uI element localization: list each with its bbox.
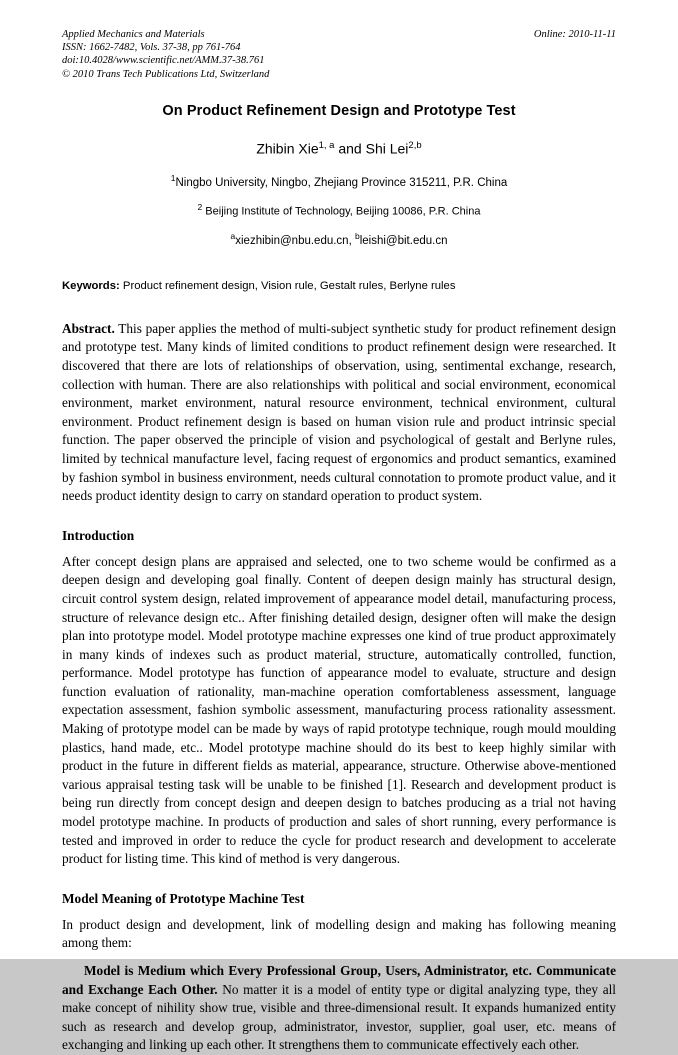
author-emails [62,228,616,250]
model-meaning-rest: No matter it is a model of entity type or digital analyzing type, they all make concept of nihility show true, visible and three-dimensional result. It expands humanized entity such as research and develop group, administrator, investor, supplier, goal user, etc. means of exchanging and linking up each other. It strengthens them to communicate effectively each other. [62,981,616,1053]
author-1-name: Zhibin Xie [256,140,319,157]
introduction-paragraph-1: After concept design plans are appraised and selected, one to two scheme would be confirmed as a deepen design and developing goal finally. Content of deepen design mainly has structural design, circuit control system design, related improvement of appearance model detail, manufacturing process, structure of relevance design etc.. After finishing detailed design, designer often will make the design plan into prototype model. Model prototype machine expresses one kind of true product approximately in many kinds of indexes such as product material, structure, automatically controlled, function, performance. Model prototype has function of appearance model to evaluate, structure and design function evaluation of rationality, man-machine operation comfortableness assessment, language expectation assessment, fashion symbolic assessment, manufacturing process rationality assessment. Making of prototype model can be made by ways of rapid prototype technique, rough mould moulding plastics, hand made, etc.. Model prototype machine should do its best to keep highly similar with product in the future in different fields as material, appearance, structure. Otherwise above-mentioned various appraisal testing task will be unable to be finished [1]. Research and development product is being run directly from concept design and deepen design to batches producing as a trial not having model prototype machine. In products of production and sales of short running, every performance is tested and improved in order to reduce the cycle for product research and development to accelerate product for listing time. This kind of method is very dangerous. [62,553,616,867]
keywords-label: Keywords: [62,279,120,292]
email-a[interactable]: xiezhibin@nbu.edu.cn, [235,234,355,247]
keywords-block [62,278,616,294]
doi-line: doi:10.4028/www.scientific.net/AMM.37-38.761 [62,55,265,67]
author-conjunction: and [334,140,366,157]
online-date: Online: 2010-11-11 [533,29,616,40]
model-meaning-paragraph-2 [62,962,616,1055]
author-1-sup: 1, a [318,139,335,151]
keywords-text: Product refinement design, Vision rule, Gestalt rules, Berlyne rules [119,279,456,292]
affiliation-2 [62,199,616,221]
affiliation-1-text: Ningbo University, Ningbo, Zhejiang Province 315211, P.R. China [175,177,508,190]
model-meaning-bold-lead: Model is Medium which Every Professional Group, Users, Administrator, etc. Communicate and Exchange Each Other. [62,963,616,997]
author-2-name: Shi Lei [365,140,409,157]
section-heading-introduction: Introduction [62,527,135,543]
issn-line: ISSN: 1662-7482, Vols. 37-38, pp 761-764 [62,42,241,54]
abstract-text: This paper applies the method of multi-subject synthetic study for product refinement design and prototype test. Many kinds of limited conditions to product refinement design were researched. It discovered that there are lots of relationships of observation, using, sentimental exchange, research, collection with human. There are also relationships with political and social environment, economical environment, market environment, natural resource environment, technical environment, cultural environment. Product refinement design is based on human vision rule and product intrinsic special function. The paper observed the principle of vision and psychological of gestalt and Berlyne rules, limited by technical manufacture level, facing request of ergonomics and product semantics, examined by fashion symbol in business environment, needs cultural connotation to promote product value, and it needs product identity design to carry on standard operation to product system. [62,320,616,504]
email-b[interactable]: leishi@bit.edu.cn [359,234,448,247]
author-list [62,140,616,157]
email-a-sup: a [230,230,236,241]
paper-title: On Product Refinement Design and Prototype Test [162,102,516,119]
email-b-sup: b [354,230,360,241]
model-meaning-paragraph-1: In product design and development, link of modelling design and making has following meaning among them: [62,916,616,951]
section-heading-model-meaning: Model Meaning of Prototype Machine Test [62,890,305,906]
affiliation-2-text: Beijing Institute of Technology, Beijing 10086, P.R. China [202,205,481,218]
affiliation-2-sup: 2 [197,202,203,213]
abstract-label: Abstract. [62,320,115,336]
page-header [62,28,616,81]
affiliation-1 [62,170,616,192]
affiliation-1-sup: 1 [170,173,176,184]
author-2-sup: 2,b [408,139,422,151]
journal-name: Applied Mechanics and Materials [62,29,205,40]
abstract-block [62,320,616,506]
copyright-line: © 2010 Trans Tech Publications Ltd, Switzerland [62,68,270,80]
